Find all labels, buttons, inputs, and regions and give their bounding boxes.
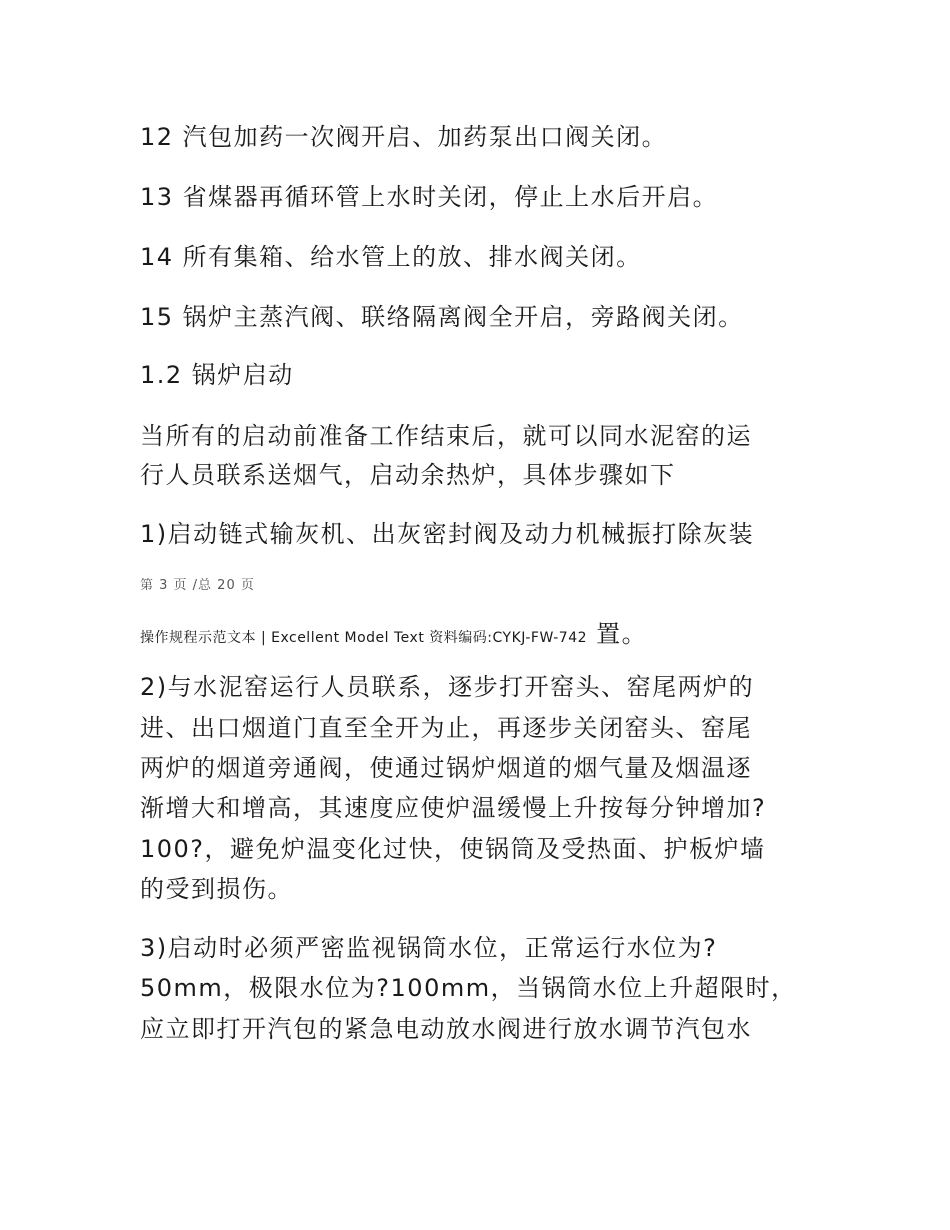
text-line: 50mm，极限水位为?100mm，当锅筒水位上升超限时， xyxy=(140,974,797,1002)
text-line: 当所有的启动前准备工作结束后，就可以同水泥窑的运 xyxy=(140,422,752,450)
text-line: 3)启动时必须严密监视锅筒水位，正常运行水位为? xyxy=(140,934,718,962)
text-line: 两炉的烟道旁通阀，使通过锅炉烟道的烟气量及烟温逐 xyxy=(140,754,752,782)
text-line: 14 所有集箱、给水管上的放、排水阀关闭。 xyxy=(140,243,642,271)
text-line: 进、出口烟道门直至全开为止，再逐步关闭窑头、窑尾 xyxy=(140,714,752,742)
page-header xyxy=(140,614,647,649)
text-line: 12 汽包加药一次阀开启、加药泵出口阀关闭。 xyxy=(140,123,668,151)
text-line: 100?，避免炉温变化过快，使锅筒及受热面、护板炉墙 xyxy=(140,835,766,863)
text-line: 渐增大和增高，其速度应使炉温缓慢上升按每分钟增加? xyxy=(140,794,767,822)
document-label: 操作规程示范文本 | Excellent Model Text 资料编码:CYKJ-FW-742 xyxy=(140,630,588,646)
text-line: 应立即打开汽包的紧急电动放水阀进行放水调节汽包水 xyxy=(140,1015,752,1043)
text-line: 1)启动链式输灰机、出灰密封阀及动力机械振打除灰装 xyxy=(140,520,755,548)
text-line: 13 省煤器再循环管上水时关闭，停止上水后开启。 xyxy=(140,183,719,211)
text-line: 的受到损伤。 xyxy=(140,875,293,903)
text-continuation: 置。 xyxy=(587,620,648,648)
page-number: 第 3 页 /总 20 页 xyxy=(140,578,255,593)
text-line: 2)与水泥窑运行人员联系，逐步打开窑头、窑尾两炉的 xyxy=(140,673,755,701)
text-line: 行人员联系送烟气，启动余热炉，具体步骤如下 xyxy=(140,461,676,489)
text-line: 15 锅炉主蒸汽阀、联络隔离阀全开启，旁路阀关闭。 xyxy=(140,303,744,331)
section-heading: 1.2 锅炉启动 xyxy=(140,361,294,389)
